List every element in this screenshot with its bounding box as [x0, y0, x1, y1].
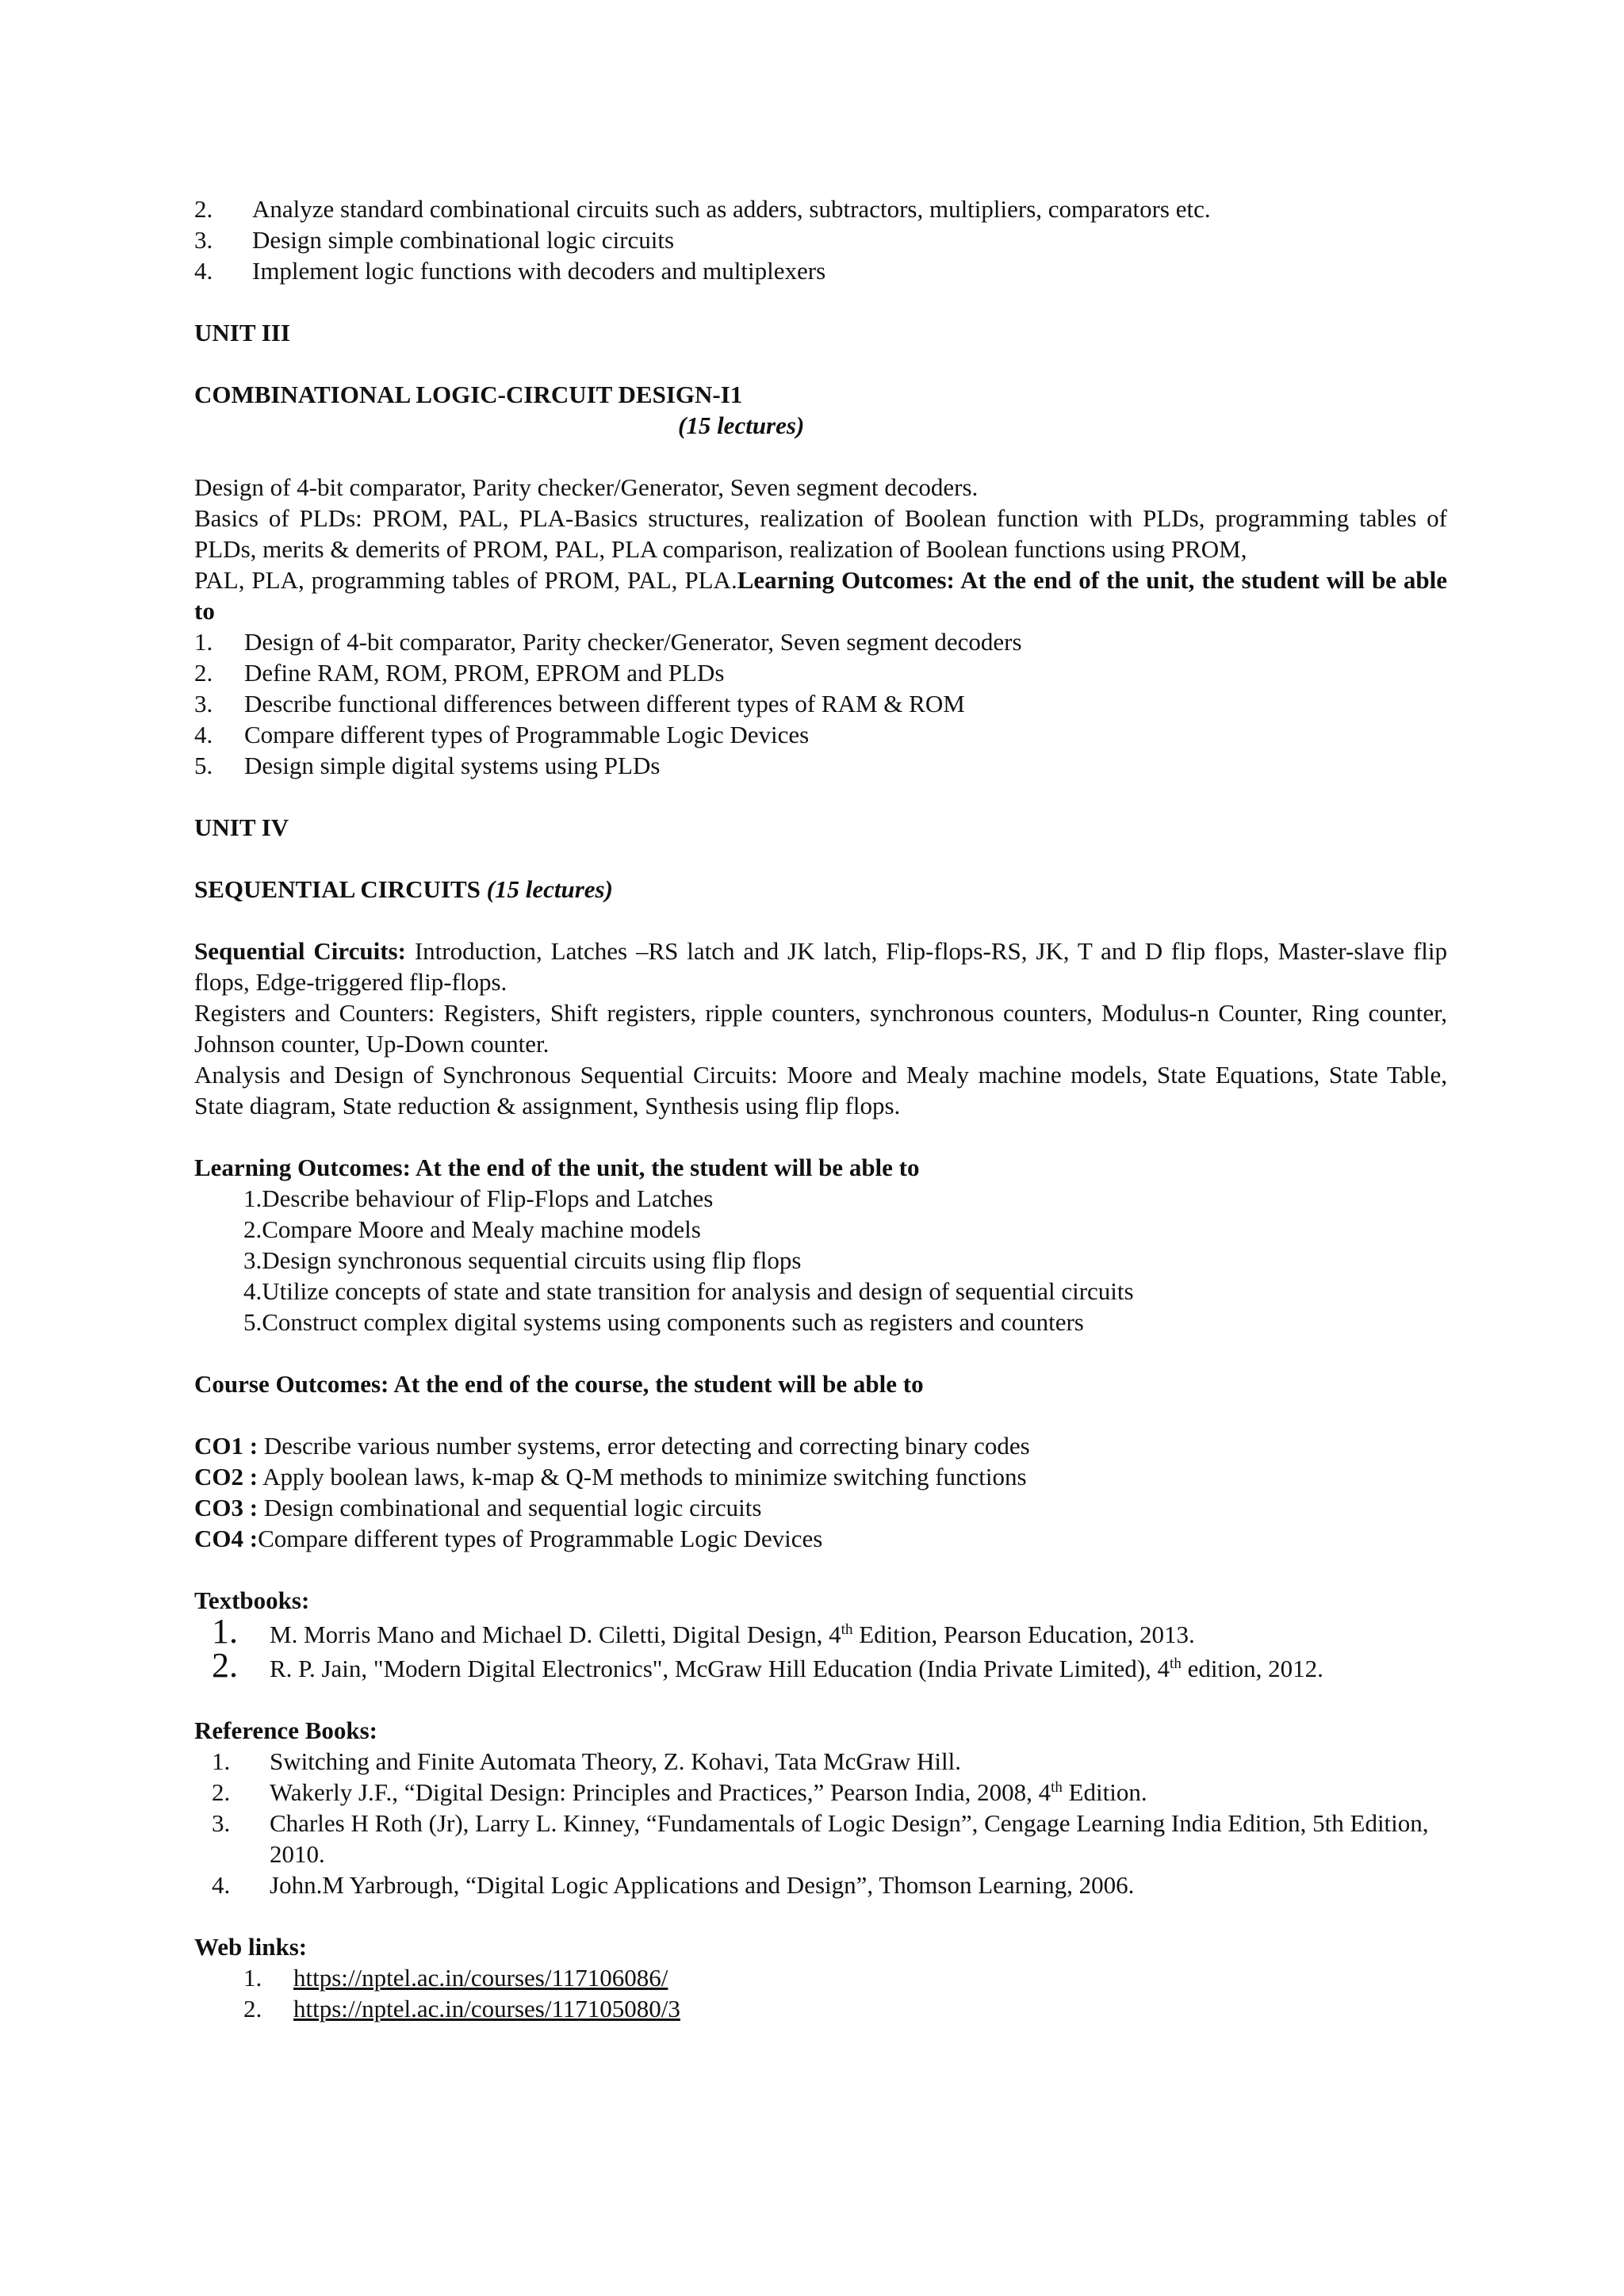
- unit4-lectures: (15 lectures): [486, 875, 613, 903]
- nptel-course-link-2[interactable]: https://nptel.ac.in/courses/117105080/3: [293, 1995, 680, 2022]
- unit4-learning-outcomes-heading: Learning Outcomes: At the end of the unit, the student will be able to: [194, 1154, 920, 1181]
- list-item: 4. John.M Yarbrough, “Digital Logic Applications and Design”, Thomson Learning, 2006.: [212, 1871, 1135, 1899]
- course-outcomes-heading: Course Outcomes: At the end of the course, the student will be able to: [194, 1370, 924, 1398]
- unit3-heading: UNIT III: [194, 319, 290, 346]
- unit3-para3: PAL, PLA, programming tables of PROM, PAL, PLA.Learning Outcomes: At the end of the unit, the student will be able to: [194, 566, 1447, 625]
- web-links-heading: Web links:: [194, 1933, 308, 1961]
- list-item: 4. Compare different types of Programmable Logic Devices: [194, 721, 810, 748]
- unit4-para3: Analysis and Design of Synchronous Sequential Circuits: Moore and Mealy machine models, State Equations, State Table, State diagram, State reduction & assignment, Synthesis using flip flops.: [194, 1061, 1447, 1119]
- unit4-para1: Sequential Circuits: Introduction, Latches –RS latch and JK latch, Flip-flops-RS, JK, T and D flip flops, Master-slave flip flops, Edge-triggered flip-flops.: [194, 937, 1447, 996]
- web-links-list: [194, 1962, 1447, 2024]
- course-outcome-item: CO3 : Design combinational and sequential logic circuits: [194, 1494, 762, 1521]
- list-item: 1. Design of 4-bit comparator, Parity checker/Generator, Seven segment decoders: [194, 628, 1022, 656]
- list-item: 2. https://nptel.ac.in/courses/117105080/3: [243, 1995, 680, 2022]
- list-item: 2.Compare Moore and Mealy machine models: [243, 1215, 701, 1243]
- reference-books-list: [194, 1746, 1447, 1900]
- list-item: 1. Switching and Finite Automata Theory, Z. Kohavi, Tata McGraw Hill.: [212, 1747, 961, 1775]
- syllabus-page: [194, 193, 1447, 2024]
- unit3-learning-outcomes-heading: Learning Outcomes: At the end of the unit, the student will be able to: [194, 566, 1447, 625]
- unit4-title-line: [194, 874, 1447, 905]
- reference-books-heading: Reference Books:: [194, 1716, 378, 1744]
- intro-outcomes-list: [194, 193, 1447, 286]
- nptel-course-link-1[interactable]: https://nptel.ac.in/courses/117106086/: [293, 1964, 668, 1992]
- list-item: 5. Design simple digital systems using PLDs: [194, 752, 661, 779]
- textbooks-list: [194, 1612, 1447, 1685]
- list-item: 3. Describe functional differences between different types of RAM & ROM: [194, 690, 965, 718]
- list-item: 2. Define RAM, ROM, PROM, EPROM and PLDs: [194, 659, 725, 687]
- list-item: 2. R. P. Jain, "Modern Digital Electronics", McGraw Hill Education (India Private Limited), 4th edition, 2012.: [212, 1646, 1323, 1685]
- unit3-para2: Basics of PLDs: PROM, PAL, PLA-Basics structures, realization of Boolean function with PLDs, programming tables of PLDs, merits & demerits of PROM, PAL, PLA comparison, realization of Boolean functions using PROM,: [194, 504, 1447, 563]
- course-outcome-item: CO1 : Describe various number systems, error detecting and correcting binary codes: [194, 1432, 1030, 1460]
- unit4-title: SEQUENTIAL CIRCUITS: [194, 875, 481, 903]
- list-item: 1. M. Morris Mano and Michael D. Ciletti, Digital Design, 4th Edition, Pearson Education, 2013.: [212, 1612, 1195, 1651]
- unit4-outcomes-list: [194, 1183, 1447, 1337]
- course-outcome-item: CO4 :Compare different types of Programmable Logic Devices: [194, 1525, 823, 1552]
- list-item: 2. Analyze standard combinational circuits such as adders, subtractors, multipliers, comparators etc.: [194, 195, 1211, 223]
- list-item: 1. https://nptel.ac.in/courses/117106086/: [243, 1964, 668, 1992]
- course-outcomes-list: [194, 1430, 1447, 1554]
- course-outcome-item: CO2 : Apply boolean laws, k-map & Q-M methods to minimize switching functions: [194, 1463, 1027, 1490]
- list-item: 3.Design synchronous sequential circuits using flip flops: [243, 1246, 802, 1274]
- list-item: 5.Construct complex digital systems using components such as registers and counters: [243, 1308, 1084, 1336]
- unit3-para1: Design of 4-bit comparator, Parity checker/Generator, Seven segment decoders.: [194, 473, 979, 501]
- unit3-outcomes-list: [194, 626, 1447, 781]
- list-item: 4. Implement logic functions with decoders and multiplexers: [194, 257, 826, 285]
- unit4-heading: UNIT IV: [194, 813, 289, 841]
- list-item: 2. Wakerly J.F., “Digital Design: Principles and Practices,” Pearson India, 2008, 4th Edition.: [212, 1778, 1147, 1806]
- list-item: 3. Charles H Roth (Jr), Larry L. Kinney, “Fundamentals of Logic Design”, Cengage Learning India Edition, 5th Edition, 2010.: [212, 1809, 1429, 1868]
- unit4-para2: Registers and Counters: Registers, Shift registers, ripple counters, synchronous counters, Modulus-n Counter, Ring counter, Johnson counter, Up-Down counter.: [194, 999, 1447, 1058]
- list-item: 1.Describe behaviour of Flip-Flops and Latches: [243, 1184, 714, 1212]
- unit3-lectures: (15 lectures): [678, 411, 805, 439]
- unit3-title: COMBINATIONAL LOGIC-CIRCUIT DESIGN-I1: [194, 381, 743, 408]
- list-item: 4.Utilize concepts of state and state transition for analysis and design of sequential circuits: [243, 1277, 1134, 1305]
- textbooks-heading: Textbooks:: [194, 1586, 310, 1614]
- list-item: 3. Design simple combinational logic circuits: [194, 226, 675, 254]
